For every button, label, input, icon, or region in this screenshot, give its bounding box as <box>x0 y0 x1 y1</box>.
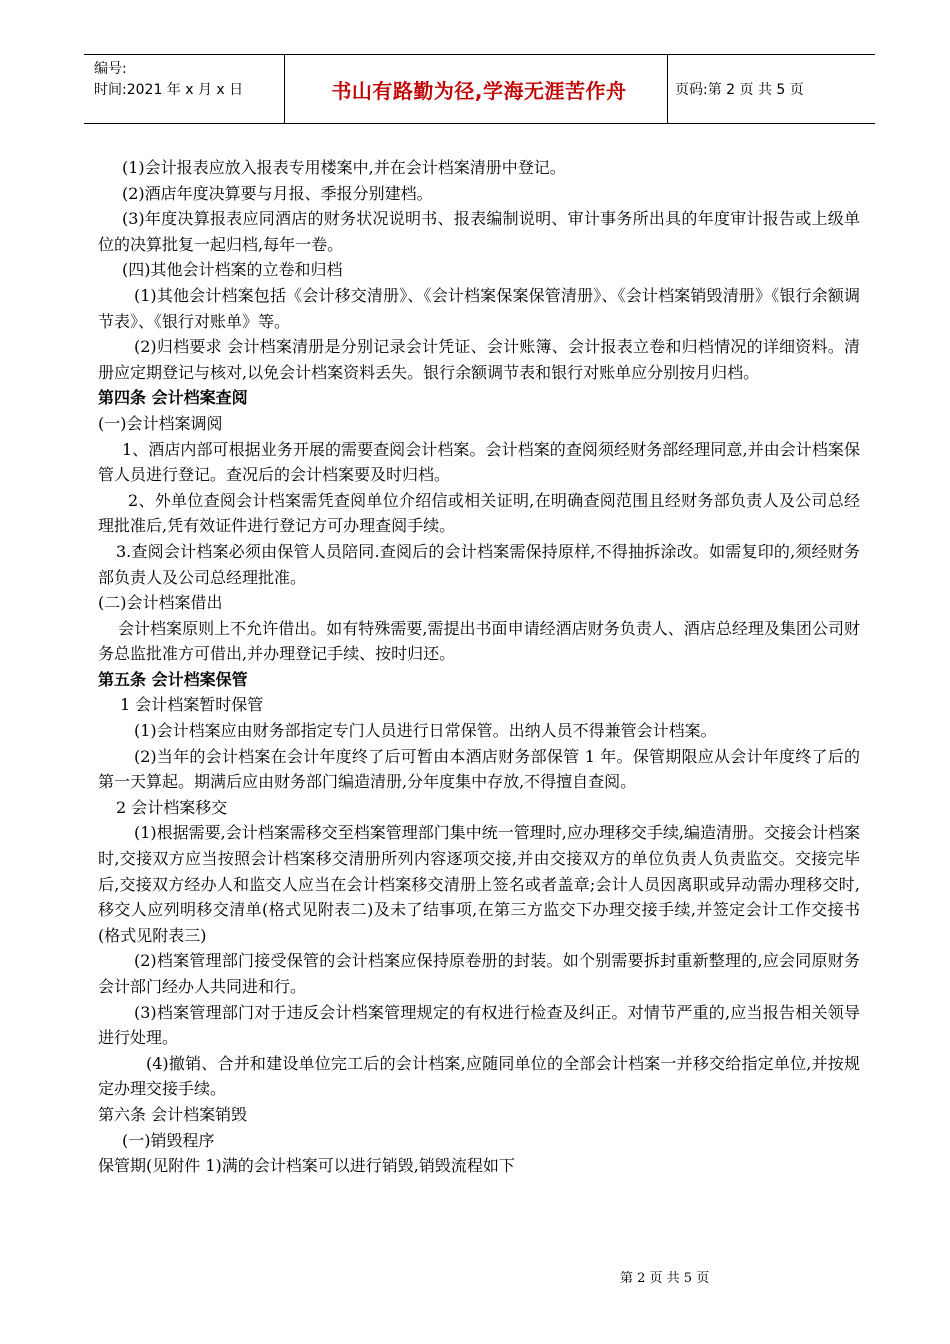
paragraph: (2)档案管理部门接受保管的会计档案应保持原卷册的封装。如个别需要拆封重新整理的,应会同原财务会计部门经办人共同进和行。 <box>98 951 860 996</box>
paragraph: 2 会计档案移交 <box>116 797 228 817</box>
page-footer: 第 2 页 共 5 页 <box>620 1271 710 1286</box>
paragraph: (1)会计档案应由财务部指定专门人员进行日常保管。出纳人员不得兼管会计档案。 <box>134 721 717 741</box>
paragraph: (1)根据需要,会计档案需移交至档案管理部门集中统一管理时,应办理移交手续,编造清册。交接会计档案时,交接双方应当按照会计档案移交清册所列内容逐项交接,并由交接双方的单位负责人负责监交。交接完毕后,交接双方经办人和监交人应当在会计档案移交清册上签名或者盖章;会计人员因离职或异动需办理移交时,移交人应列明移交清单(格式见附表二)及未了结事项,在第三方监交下办理交接手续,并签定会计工作交接书(格式见附表三) <box>98 823 860 945</box>
paragraph: (2)酒店年度决算要与月报、季报分别建档。 <box>122 183 433 203</box>
paragraph: 第六条 会计档案销毁 <box>98 1104 248 1124</box>
header-left <box>94 59 243 101</box>
paragraph: 2、外单位查阅会计档案需凭查阅单位介绍信或相关证明,在明确查阅范围且经财务部负责人及公司总经理批准后,凭有效证件进行登记方可办理查阅手续。 <box>98 490 860 536</box>
paragraph: 保管期(见附件 1)满的会计档案可以进行销毁,销毁流程如下 <box>98 1156 515 1176</box>
section-heading: 第五条 会计档案保管 <box>98 669 248 689</box>
paragraph: (一)销毁程序 <box>122 1130 215 1150</box>
paragraph: (2)归档要求 会计档案清册是分别记录会计凭证、会计账簿、会计报表立卷和归档情况的详细资料。清册应定期登记与核对,以免会计档案资料丢失。银行余额调节表和银行对账单应分别按月归档。 <box>98 337 860 382</box>
header-page-label: 页码:第 2 页 共 5 页 <box>675 82 804 98</box>
paragraph: (二)会计档案借出 <box>98 593 223 613</box>
date-label: 时间:2021 年 x 月 x 日 <box>94 82 244 98</box>
paragraph: (2)当年的会计档案在会计年度终了后可暂由本酒店财务部保管 1 年。保管期限应从会计年度终了后的第一天算起。期满后应由财务部门编造清册,分年度集中存放,不得擅自查阅。 <box>98 746 860 792</box>
paragraph: (3)档案管理部门对于违反会计档案管理规定的有权进行检查及纠正。对情节严重的,应当报告相关领导进行处理。 <box>98 1002 860 1048</box>
page-header <box>84 54 875 124</box>
paragraph: (四)其他会计档案的立卷和归档 <box>122 260 343 280</box>
paragraph: (一)会计档案调阅 <box>98 413 223 433</box>
paragraph: 3.查阅会计档案必须由保管人员陪同.查阅后的会计档案需保持原样,不得抽拆涂改。如需复印的,须经财务部负责人及公司总经理批准。 <box>98 541 860 587</box>
paragraph: (1)其他会计档案包括《会计移交清册》、《会计档案保案保管清册》、《会计档案销毁清册》《银行余额调节表》、《银行对账单》等。 <box>98 285 860 331</box>
header-motto: 书山有路勤为径,学海无涯苦作舟 <box>331 78 627 103</box>
paragraph: (4)撤销、合并和建设单位完工后的会计档案,应随同单位的全部会计档案一并移交给指定单位,并按规定办理交接手续。 <box>98 1053 860 1099</box>
document-body <box>98 155 860 1179</box>
paragraph: 1 会计档案暂时保管 <box>120 695 264 715</box>
paragraph: 会计档案原则上不允许借出。如有特殊需要,需提出书面申请经酒店财务负责人、酒店总经理及集团公司财务总监批准方可借出,并办理登记手续、按时归还。 <box>98 618 860 664</box>
section-heading: 第四条 会计档案查阅 <box>98 388 248 408</box>
header-divider <box>667 55 668 123</box>
paragraph: 1、酒店内部可根据业务开展的需要查阅会计档案。会计档案的查阅须经财务部经理同意,并由会计档案保管人员进行登记。查况后的会计档案要及时归档。 <box>98 439 860 485</box>
code-label: 编号: <box>94 61 127 77</box>
paragraph: (3)年度决算报表应同酒店的财务状况说明书、报表编制说明、审计事务所出具的年度审计报告或上级单位的决算批复一起归档,每年一卷。 <box>98 209 860 254</box>
paragraph: (1)会计报表应放入报表专用楼案中,并在会计档案清册中登记。 <box>122 158 566 177</box>
header-divider <box>284 55 285 123</box>
